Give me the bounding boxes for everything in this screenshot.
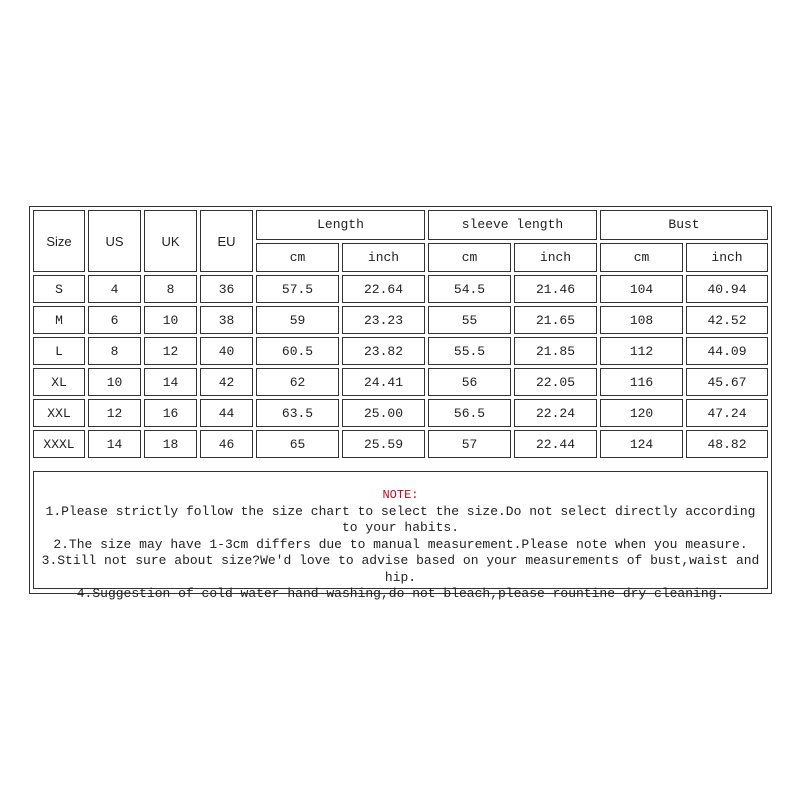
length-cm-cell: 63.5: [256, 399, 339, 427]
us-cell: 4: [88, 275, 141, 303]
note-item-3: 3.Still not sure about size?We'd love to advise based on your measurements of bust,waist and hip.: [41, 553, 760, 585]
length-cm-header: cm: [256, 243, 339, 273]
size-cell: XXXL: [33, 430, 85, 458]
bust-cm-cell: 104: [600, 275, 683, 303]
length-header: Length: [256, 210, 425, 240]
us-cell: 10: [88, 368, 141, 396]
table-row: [33, 430, 768, 458]
bust-cm-cell: 124: [600, 430, 683, 458]
note-title: NOTE:: [382, 488, 419, 502]
sleeve-inch-cell: 22.24: [514, 399, 597, 427]
sleeve-inch-cell: 22.44: [514, 430, 597, 458]
size-cell: XXL: [33, 399, 85, 427]
length-cm-cell: 57.5: [256, 275, 339, 303]
bust-inch-cell: 40.94: [686, 275, 768, 303]
note-item-2: 2.The size may have 1-3cm differs due to manual measurement.Please note when you measure.: [53, 536, 748, 552]
uk-cell: 12: [144, 337, 197, 365]
sleeve-inch-header: inch: [514, 243, 597, 273]
size-chart: [29, 206, 772, 601]
size-cell: M: [33, 306, 85, 334]
us-cell: 12: [88, 399, 141, 427]
notes-box: [33, 471, 768, 601]
eu-cell: 42: [200, 368, 253, 396]
length-cm-cell: 65: [256, 430, 339, 458]
sleeve-inch-cell: 21.85: [514, 337, 597, 365]
length-inch-cell: 25.59: [342, 430, 425, 458]
size-cell: L: [33, 337, 85, 365]
length-inch-cell: 25.00: [342, 399, 425, 427]
sleeve-inch-cell: 21.65: [514, 306, 597, 334]
eu-cell: 44: [200, 399, 253, 427]
bust-inch-header: inch: [686, 243, 768, 273]
bust-inch-cell: 47.24: [686, 399, 768, 427]
length-inch-cell: 22.64: [342, 275, 425, 303]
uk-cell: 8: [144, 275, 197, 303]
bust-cm-cell: 112: [600, 337, 683, 365]
bust-inch-cell: 44.09: [686, 337, 768, 365]
uk-cell: 14: [144, 368, 197, 396]
length-cm-cell: 59: [256, 306, 339, 334]
sleeve-cm-header: cm: [428, 243, 511, 273]
table-row: [33, 368, 768, 396]
bust-header: Bust: [600, 210, 768, 240]
size-cell: S: [33, 275, 85, 303]
length-inch-header: inch: [342, 243, 425, 273]
size-header: Size: [33, 210, 85, 272]
sleeve-length-header: sleeve length: [428, 210, 597, 240]
eu-header: EU: [200, 210, 253, 272]
header-row-1: [33, 210, 768, 240]
us-cell: 8: [88, 337, 141, 365]
bust-inch-cell: 48.82: [686, 430, 768, 458]
table-row: [33, 275, 768, 303]
uk-cell: 10: [144, 306, 197, 334]
table-row: [33, 306, 768, 334]
table-row: [33, 399, 768, 427]
eu-cell: 38: [200, 306, 253, 334]
sleeve-cm-cell: 55: [428, 306, 511, 334]
sleeve-cm-cell: 55.5: [428, 337, 511, 365]
eu-cell: 40: [200, 337, 253, 365]
length-inch-cell: 23.23: [342, 306, 425, 334]
uk-cell: 18: [144, 430, 197, 458]
bust-inch-cell: 45.67: [686, 368, 768, 396]
size-cell: XL: [33, 368, 85, 396]
sleeve-inch-cell: 21.46: [514, 275, 597, 303]
eu-cell: 36: [200, 275, 253, 303]
us-cell: 14: [88, 430, 141, 458]
bust-cm-cell: 116: [600, 368, 683, 396]
uk-header: UK: [144, 210, 197, 272]
sleeve-cm-cell: 54.5: [428, 275, 511, 303]
sleeve-cm-cell: 57: [428, 430, 511, 458]
note-item-4: 4.Suggestion of cold water hand washing,do not bleach,please rountine dry cleaning.: [76, 586, 725, 601]
bust-cm-header: cm: [600, 243, 683, 273]
bust-cm-cell: 120: [600, 399, 683, 427]
sleeve-cm-cell: 56: [428, 368, 511, 396]
length-cm-cell: 60.5: [256, 337, 339, 365]
sleeve-inch-cell: 22.05: [514, 368, 597, 396]
length-inch-cell: 24.41: [342, 368, 425, 396]
bust-inch-cell: 42.52: [686, 306, 768, 334]
us-header: US: [88, 210, 141, 272]
table-row: [33, 337, 768, 365]
bust-cm-cell: 108: [600, 306, 683, 334]
us-cell: 6: [88, 306, 141, 334]
size-table: [30, 207, 771, 461]
length-inch-cell: 23.82: [342, 337, 425, 365]
uk-cell: 16: [144, 399, 197, 427]
sleeve-cm-cell: 56.5: [428, 399, 511, 427]
eu-cell: 46: [200, 430, 253, 458]
length-cm-cell: 62: [256, 368, 339, 396]
note-item-1: 1.Please strictly follow the size chart to select the size.Do not select directly according to your habits.: [45, 503, 756, 535]
